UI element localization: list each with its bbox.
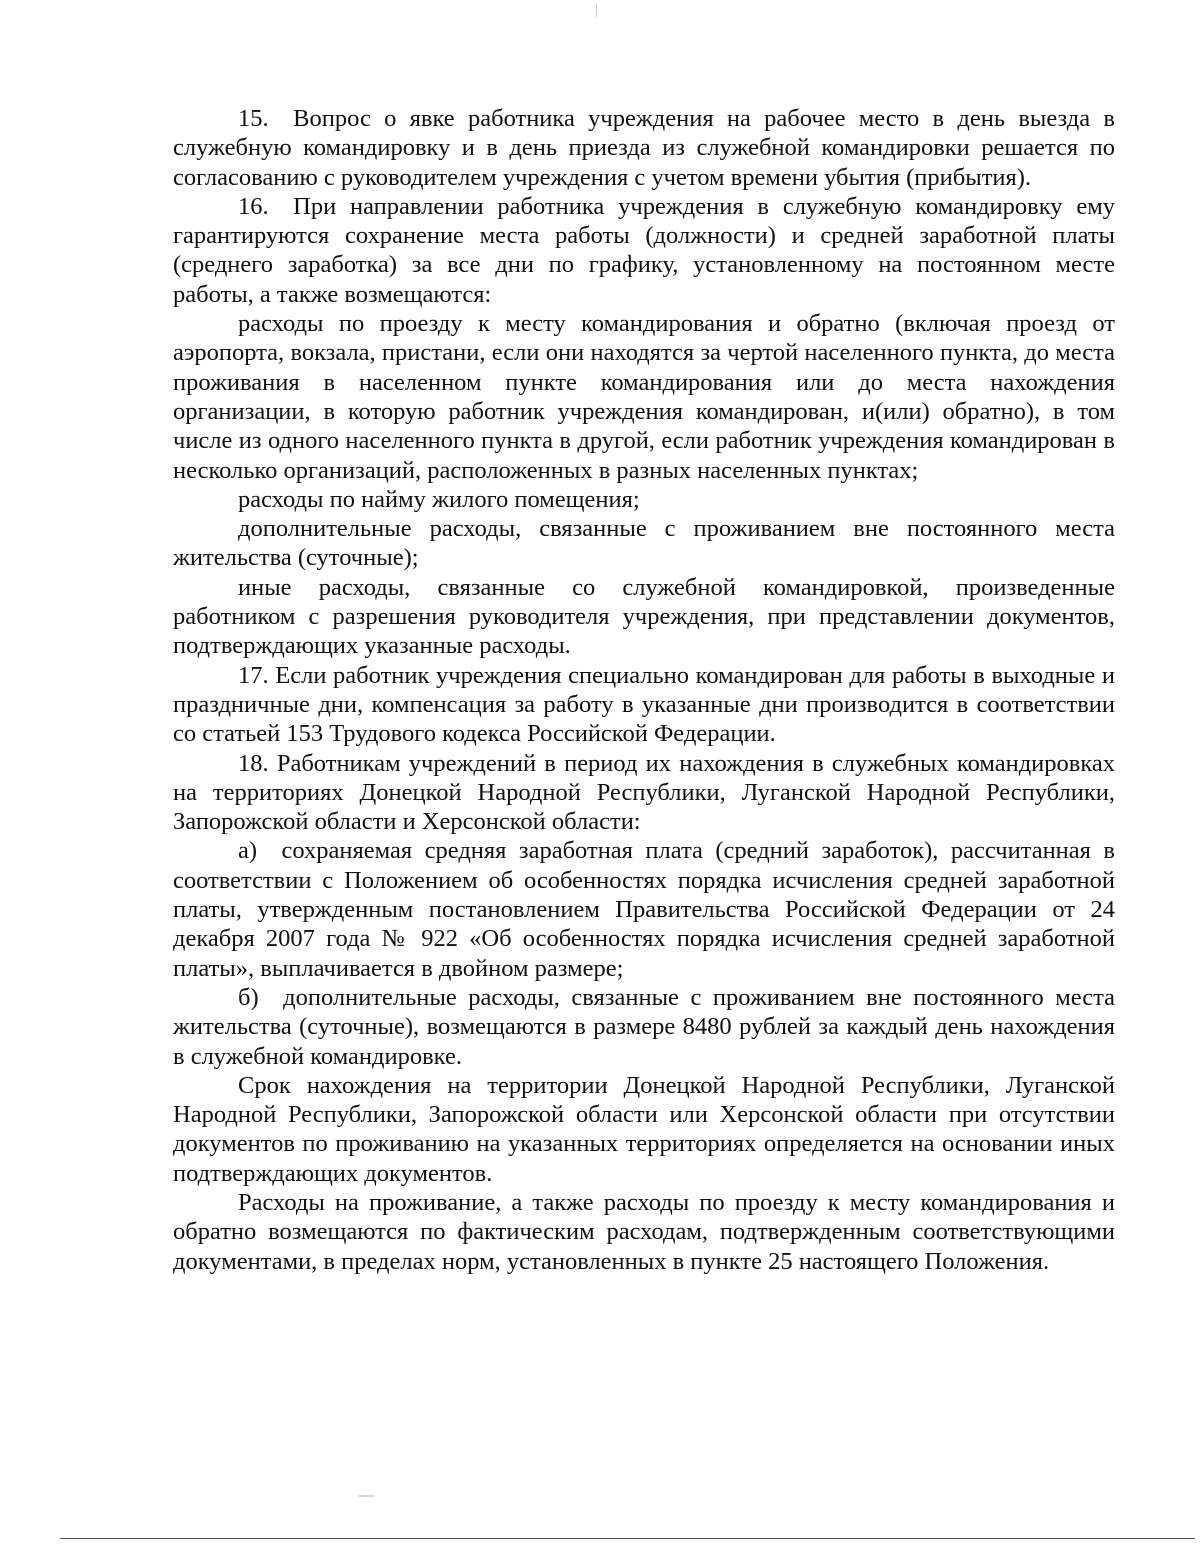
paragraph-17: 17. Если работник учреждения специально командирован для работы в выходные и праздничные дни, компенсация за работу в указанные дни производится в соответствии со статьей 153 Трудового кодекса Российской Федерации. — [173, 661, 1115, 748]
paragraph-travel-expenses: расходы по проезду к месту командирования и обратно (включая проезд от аэропорта, вокзала, пристани, если они находятся за чертой населенного пункта, до места проживания в населенном пункте командирования или до места нахождения организации, в которую работник учреждения командирован, и(или) обратно), в том числе из одного населенного пункта в другой, если работник учреждения командирован в несколько организаций, расположенных в разных населенных пунктах; — [173, 310, 1115, 484]
paragraph-other-expenses: иные расходы, связанные со служебной командировкой, произведенные работником с разрешения руководителя учреждения, при представлении документов, подтверждающих указанные расходы. — [173, 573, 1115, 660]
paragraph-daily-allowance: дополнительные расходы, связанные с проживанием вне постоянного места жительства (суточные); — [173, 515, 1115, 572]
paragraph-15: 15. Вопрос о явке работника учреждения на рабочее место в день выезда в служебную командировку и в день приезда из служебной командировки решается по согласованию с руководителем учреждения с учетом времени убытия (прибытия). — [173, 105, 1115, 191]
paragraph-18: 18. Работникам учреждений в период их нахождения в служебных командировках на территориях Донецкой Народной Республики, Луганской Народной Республики, Запорожской области и Херсонской области: — [173, 749, 1115, 836]
paragraph-18-a: а) сохраняемая средняя заработная плата (средний заработок), рассчитанная в соответствии с Положением об особенностях порядка исчисления средней заработной платы, утвержденным постановлением Правительства Российской Федерации от 24 декабря 2007 года № 922 «Об особенностях порядка исчисления средней заработной платы», выплачивается в двойном размере; — [173, 837, 1115, 982]
footer-rule — [60, 1538, 1195, 1539]
scan-mark — [596, 4, 597, 18]
paragraph-16: 16. При направлении работника учреждения в служебную командировку ему гарантируются сохранение места работы (должности) и средней заработной платы (среднего заработка) за все дни по графику, установленному на постоянном месте работы, а также возмещаются: — [173, 192, 1115, 308]
document-body — [173, 104, 1115, 1276]
scan-speck — [358, 1495, 374, 1497]
paragraph-stay-period: Срок нахождения на территории Донецкой Народной Республики, Луганской Народной Республики, Запорожской области или Херсонской области при отсутствии документов по проживанию на указанных территориях определяется на основании иных подтверждающих документов. — [173, 1071, 1115, 1187]
paragraph-18-b: б) дополнительные расходы, связанные с проживанием вне постоянного места жительства (суточные), возмещаются в размере 8480 рублей за каждый день нахождения в служебной командировке. — [173, 983, 1115, 1070]
paragraph-housing-expenses: расходы по найму жилого помещения; — [238, 485, 640, 513]
paragraph-reimbursement: Расходы на проживание, а также расходы по проезду к месту командирования и обратно возмещаются по фактическим расходам, подтвержденным соответствующими документами, в пределах норм, установленных в пункте 25 настоящего Положения. — [173, 1188, 1115, 1275]
